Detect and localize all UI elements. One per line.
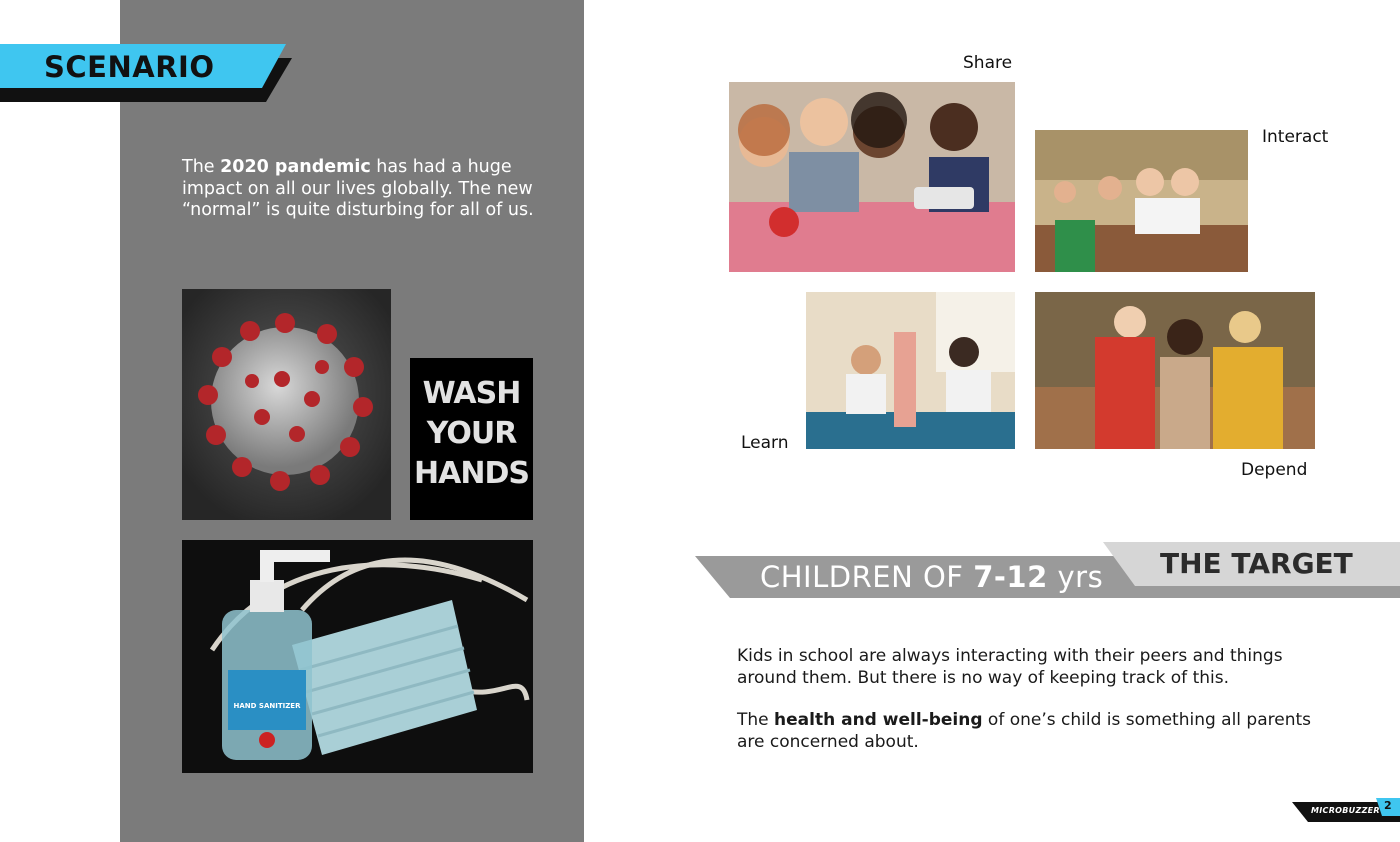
caption-share: Share (963, 53, 1013, 73)
sanitizer-label: HAND SANITIZER (233, 702, 301, 710)
caption-interact: Interact (1262, 127, 1329, 147)
wash-hands-poster (410, 358, 533, 520)
para2-lead: The (737, 710, 775, 730)
para2-bold: health and well-being (774, 710, 983, 730)
photo-interact (1035, 130, 1248, 272)
footer-brand: MICROBUZZER (1311, 806, 1380, 815)
scenario-title: SCENARIO (44, 50, 215, 84)
photo-depend (1035, 292, 1315, 449)
photo-share (729, 82, 1015, 272)
children-prefix: CHILDREN OF (760, 560, 974, 594)
poster-word-1: WASH (422, 376, 521, 411)
age-unit: yrs (1047, 560, 1104, 594)
page-number: 2 (1384, 799, 1392, 812)
target-paragraph-2 (737, 709, 1337, 753)
poster-word-2: YOUR (426, 416, 517, 451)
intro-bold: 2020 pandemic (220, 157, 371, 177)
poster-word-3: HANDS (414, 456, 529, 491)
intro-paragraph (182, 157, 562, 222)
target-paragraph-1: Kids in school are always interacting with their peers and things around them. But there is no way of keeping track of this. (737, 646, 1283, 688)
intro-lead: The (182, 157, 221, 177)
children-age-heading (760, 560, 1103, 594)
para2-rest: of one’s child is something all parents are concerned about. (737, 710, 1312, 752)
target-title: THE TARGET (1160, 547, 1353, 580)
intro-rest: has had a huge impact on all our lives globally. The new “normal” is quite disturbing for all of us. (182, 157, 534, 220)
virus-image (182, 289, 391, 520)
sanitizer-mask-image (182, 540, 533, 773)
caption-learn: Learn (741, 433, 789, 453)
age-range: 7-12 (973, 560, 1048, 594)
caption-depend: Depend (1241, 460, 1308, 480)
photo-learn (806, 292, 1015, 449)
